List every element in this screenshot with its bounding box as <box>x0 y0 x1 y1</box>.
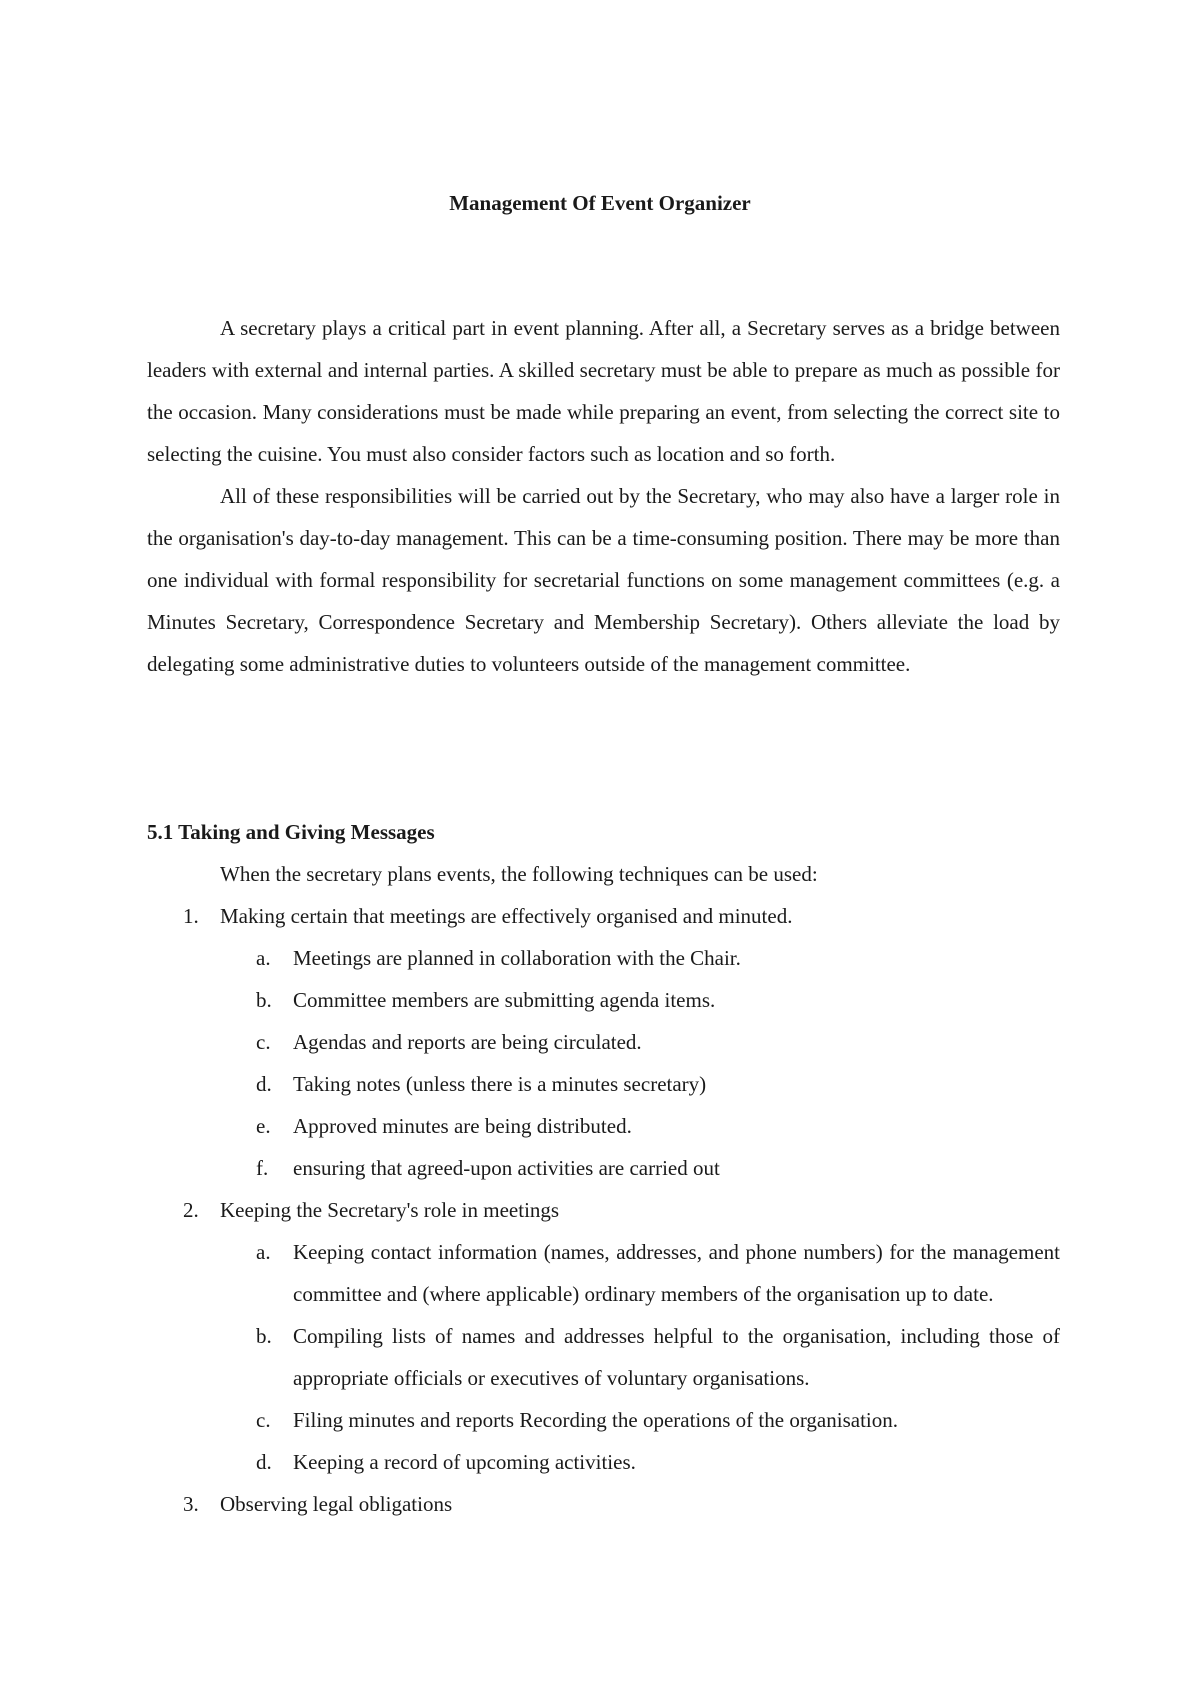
list-item <box>147 1189 1060 1483</box>
sub-list-letter: b. <box>256 1324 272 1348</box>
sub-list-letter: f. <box>256 1156 269 1180</box>
sub-list-letter: a. <box>256 1240 271 1264</box>
sub-list-item <box>220 1315 1060 1399</box>
sub-list-text: Agendas and reports are being circulated. <box>293 1030 642 1054</box>
sub-list-text: Keeping contact information (names, addresses, and phone numbers) for the management committee and (where applicable) ordinary members of the organisation up to date. <box>293 1240 1060 1306</box>
section-intro: When the secretary plans events, the following techniques can be used: <box>220 862 818 886</box>
list-number: 3. <box>183 1492 199 1516</box>
sub-list-letter: d. <box>256 1072 272 1096</box>
sub-list-item <box>220 1105 1060 1147</box>
sub-list-text: Meetings are planned in collaboration with the Chair. <box>293 946 741 970</box>
numbered-list <box>147 895 1060 1525</box>
sub-list-item <box>220 1399 1060 1441</box>
sub-list-letter: b. <box>256 988 272 1012</box>
sub-list-letter: d. <box>256 1450 272 1474</box>
list-number: 2. <box>183 1198 199 1222</box>
intro-section <box>147 307 1060 685</box>
sub-list-text: Taking notes (unless there is a minutes secretary) <box>293 1072 707 1096</box>
sub-list-text: Keeping a record of upcoming activities. <box>293 1450 636 1474</box>
sub-list-item <box>220 1231 1060 1315</box>
sub-list <box>220 1231 1060 1483</box>
paragraph: All of these responsibilities will be carried out by the Secretary, who may also have a larger role in the organisation's day-to-day management. This can be a time-consuming position. There may be more than one individual with formal responsibility for secretarial functions on some management committees (e.g. a Minutes Secretary, Correspondence Secretary and Membership Secretary). Others alleviate the load by delegating some administrative duties to volunteers outside of the management committee. <box>147 484 1060 676</box>
sub-list-text: Filing minutes and reports Recording the operations of the organisation. <box>293 1408 899 1432</box>
sub-list-item <box>220 979 1060 1021</box>
list-number: 1. <box>183 904 199 928</box>
section-5-1 <box>147 811 1060 1525</box>
sub-list-text: Approved minutes are being distributed. <box>293 1114 632 1138</box>
sub-list-item <box>220 937 1060 979</box>
sub-list-text: Committee members are submitting agenda items. <box>293 988 716 1012</box>
list-item <box>147 1483 1060 1525</box>
list-item-text: Making certain that meetings are effectively organised and minuted. <box>220 904 793 928</box>
sub-list-text: ensuring that agreed-upon activities are carried out <box>293 1156 720 1180</box>
sub-list <box>220 937 1060 1189</box>
list-item <box>147 895 1060 1189</box>
section-heading: 5.1 Taking and Giving Messages <box>147 820 435 844</box>
sub-list-letter: a. <box>256 946 271 970</box>
list-item-text: Keeping the Secretary's role in meetings <box>220 1198 560 1222</box>
sub-list-item <box>220 1441 1060 1483</box>
sub-list-letter: c. <box>256 1030 271 1054</box>
paragraph: A secretary plays a critical part in event planning. After all, a Secretary serves as a bridge between leaders with external and internal parties. A skilled secretary must be able to prepare as much as possible for the occasion. Many considerations must be made while preparing an event, from selecting the correct site to selecting the cuisine. You must also consider factors such as location and so forth. <box>147 316 1060 466</box>
sub-list-item <box>220 1147 1060 1189</box>
sub-list-item <box>220 1063 1060 1105</box>
sub-list-text: Compiling lists of names and addresses helpful to the organisation, including those of appropriate officials or executives of voluntary organisations. <box>293 1324 1060 1390</box>
list-item-text: Observing legal obligations <box>220 1492 453 1516</box>
document-title: Management Of Event Organizer <box>449 191 751 215</box>
sub-list-letter: e. <box>256 1114 271 1138</box>
sub-list-letter: c. <box>256 1408 271 1432</box>
sub-list-item <box>220 1021 1060 1063</box>
